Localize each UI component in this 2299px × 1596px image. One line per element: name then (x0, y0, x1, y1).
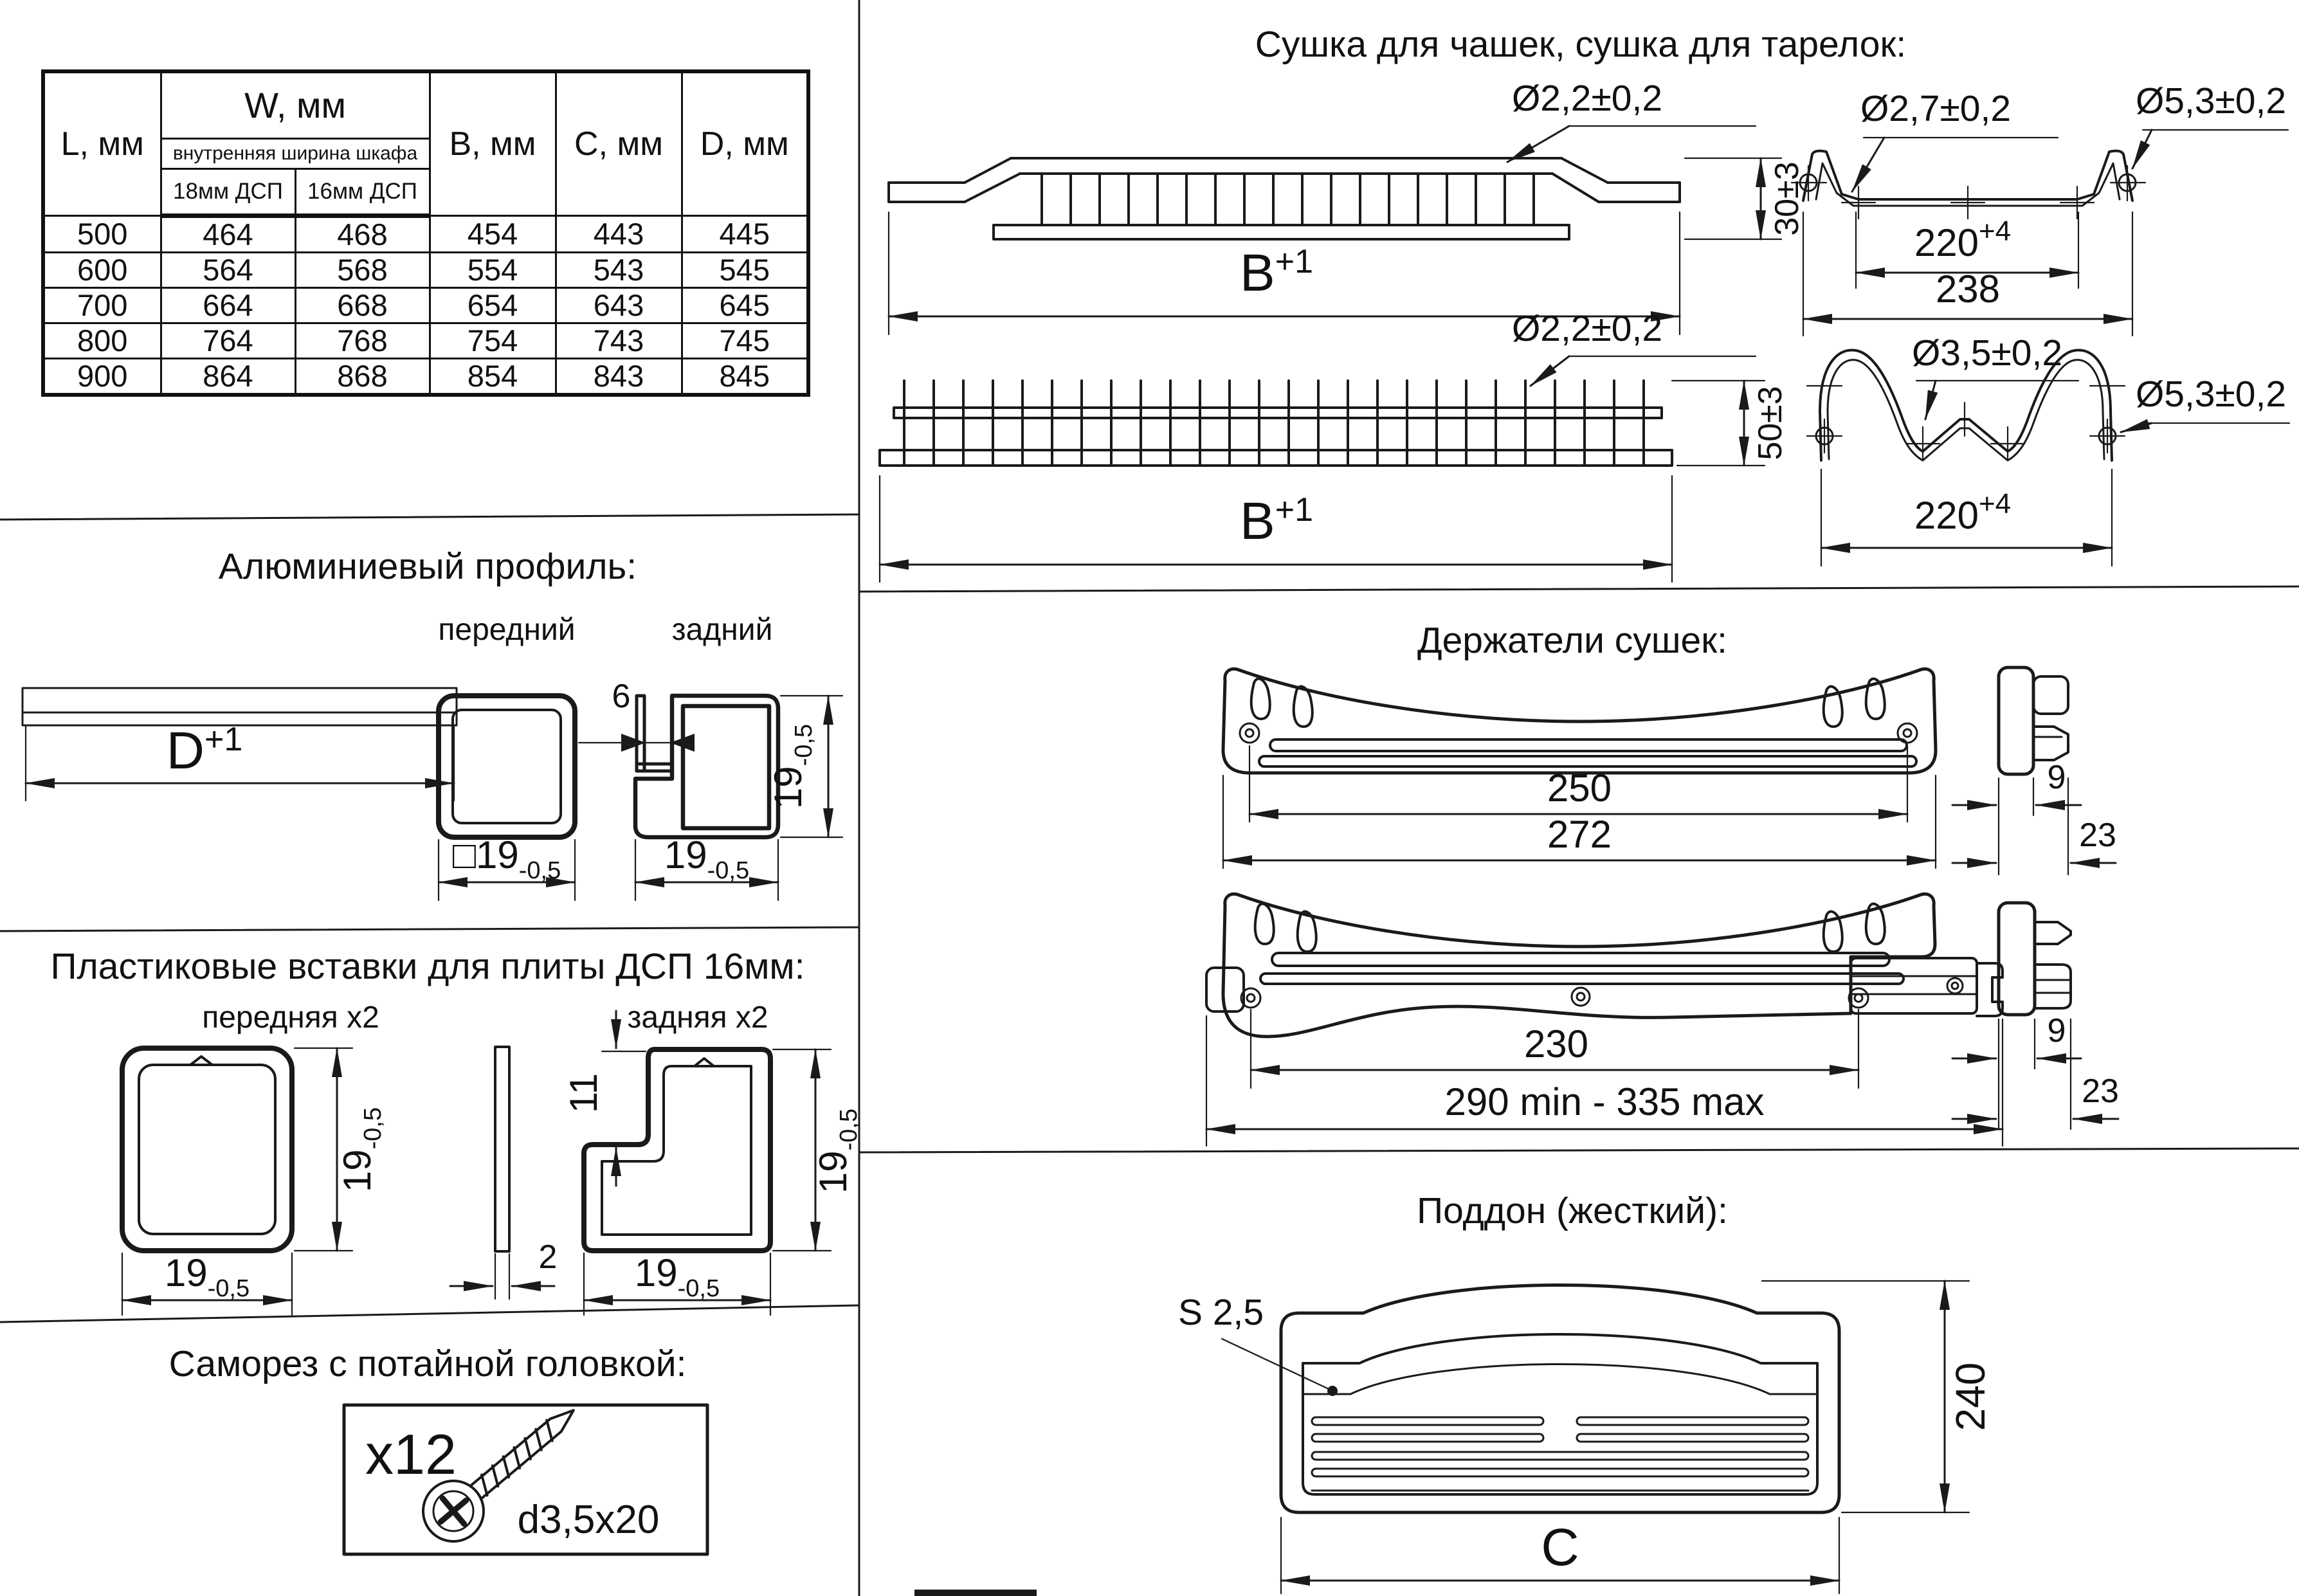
dia-2-2-label-top: Ø2,2±0,2 (1511, 78, 1663, 119)
dia-2-7-label: Ø2,7±0,2 (1860, 88, 2012, 129)
dim-6-label: 6 (612, 678, 631, 715)
table-cell: 754 (430, 323, 556, 359)
section-tray (1178, 1190, 1994, 1593)
table-cell: 464 (161, 216, 295, 253)
table-cell: 900 (43, 359, 161, 395)
profile-front-drawing (439, 696, 575, 900)
leader-dia22-top (1507, 126, 1569, 162)
section-title: Поддон (жесткий): (1417, 1190, 1728, 1231)
screw-size-label: d3,5x20 (517, 1498, 660, 1542)
dim-rear-width-label: $19_{-0,5}$ (664, 833, 750, 884)
leader-dia35 (1925, 381, 1936, 419)
screw-count-label: x12 (365, 1422, 457, 1486)
holder-adjustable-drawing (1206, 894, 2003, 1037)
dia-2-2-label-bottom: Ø2,2±0,2 (1511, 308, 1663, 349)
leader-dia53-top (2132, 130, 2152, 168)
table-cell: 768 (295, 323, 430, 359)
plate-dryer-drawing (880, 381, 1672, 466)
leader-dia53-bottom (2121, 423, 2152, 432)
table-cell: 864 (161, 359, 295, 395)
front-insert-label: передняя x2 (202, 1001, 379, 1035)
col-header-w18: 18мм ДСП (161, 169, 295, 216)
table-cell: 700 (43, 288, 161, 323)
dim-b-label-top: $B^{+1}$ (1240, 243, 1313, 302)
dim-240-label: 240 (1947, 1362, 1994, 1431)
dim-220-label-top: $220^{+4}$ (1914, 215, 2012, 264)
dim-range-label: 290 min - 335 max (1444, 1080, 1765, 1123)
dim-rear-height-label: $19_{-0,5}$ (767, 723, 817, 810)
insert-rear-drawing (562, 1011, 862, 1315)
dim-11-label: 11 (562, 1073, 605, 1114)
col-header-d: D, мм (682, 71, 808, 216)
cup-dryer-drawing (889, 158, 1680, 239)
table-cell: 654 (430, 288, 556, 323)
dim-b-label-bottom: $B^{+1}$ (1240, 491, 1313, 550)
tray-thickness-label: S 2,5 (1178, 1292, 1264, 1333)
table-cell: 443 (556, 216, 682, 253)
dim-50-label: 50±3 (1752, 386, 1789, 460)
left-divider-1 (0, 514, 859, 520)
table-cell: 745 (682, 323, 808, 359)
rear-profile-label: задний (671, 613, 773, 647)
col-header-w16: 16мм ДСП (295, 169, 430, 216)
dia-5-3-label-top: Ø5,3±0,2 (2135, 80, 2287, 122)
right-divider-2 (859, 1148, 2299, 1152)
profile-rear-drawing (579, 678, 842, 900)
table-cell: 543 (556, 253, 682, 288)
section-aluminium-profile (23, 546, 842, 900)
cup-dryer-end-profile (1792, 151, 2145, 219)
section-title: Саморез с потайной головкой: (168, 1343, 687, 1384)
table-cell: 645 (682, 288, 808, 323)
tray-drawing (1281, 1285, 1839, 1513)
dim-front-insert-height: $19_{-0,5}$ (336, 1107, 386, 1193)
section-title: Держатели сушек: (1417, 620, 1727, 661)
table-cell: 664 (161, 288, 295, 323)
insert-plate-drawing (450, 1047, 557, 1299)
dim-front-width-label: $□19_{-0,5}$ (452, 833, 561, 884)
col-header-l: L, мм (43, 71, 161, 216)
leader-dia22-bottom (1531, 356, 1569, 386)
dim-front-insert-width: $19_{-0,5}$ (164, 1251, 250, 1302)
section-title: Алюминиевый профиль: (218, 546, 637, 587)
dim-6-arrow-left (621, 734, 646, 752)
table-cell: 500 (43, 216, 161, 253)
table-cell: 743 (556, 323, 682, 359)
table-cell: 545 (682, 253, 808, 288)
section-title: Сушка для чашек, сушка для тарелок: (1255, 24, 1907, 65)
table-cell: 643 (556, 288, 682, 323)
table-cell: 868 (295, 359, 430, 395)
cup-dryer-rungs (1042, 174, 1534, 225)
dim-rear-insert-width: $19_{-0,5}$ (634, 1251, 720, 1302)
table-cell: 764 (161, 323, 295, 359)
section-screw (169, 1343, 707, 1554)
plate-dryer-pins (904, 381, 1644, 464)
profile-bar-drawing (23, 688, 457, 801)
table-cell: 800 (43, 323, 161, 359)
dim-plate-thickness: 2 (538, 1238, 558, 1276)
col-header-w-subtitle: внутренняя ширина шкафа (161, 139, 430, 169)
dim-d-label: $D^{+1}$ (166, 721, 243, 780)
holder-adjustable-side-view (1999, 903, 2071, 1015)
dim-272-label: 272 (1547, 813, 1612, 856)
table-cell: 445 (682, 216, 808, 253)
table-cell: 454 (430, 216, 556, 253)
dim-rear-insert-height: $19_{-0,5}$ (812, 1108, 862, 1194)
col-header-b: B, мм (430, 71, 556, 216)
page-edge-mark (914, 1590, 1037, 1596)
front-profile-label: передний (438, 613, 576, 647)
table-cell: 468 (295, 216, 430, 253)
dim-220-label-bottom: $220^{+4}$ (1914, 488, 2012, 537)
insert-front-drawing (122, 1048, 386, 1315)
dim-c-label: C (1541, 1518, 1579, 1577)
leader-dia27 (1852, 138, 1884, 192)
section-plastic-inserts (51, 946, 862, 1315)
table-cell: 845 (682, 359, 808, 395)
dia-3-5-label: Ø3,5±0,2 (1911, 332, 2063, 374)
table-cell: 554 (430, 253, 556, 288)
table-cell: 600 (43, 253, 161, 288)
left-divider-3 (0, 1305, 859, 1322)
dim-238-label: 238 (1935, 268, 2001, 311)
dim-30-label: 30±3 (1768, 161, 1806, 236)
dim-23-label-top: 23 (2079, 817, 2116, 854)
holder-fixed-drawing (1223, 669, 1936, 773)
right-divider-1 (859, 586, 2299, 592)
dim-23-label-bottom: 23 (2082, 1073, 2119, 1110)
section-holders (1206, 620, 2119, 1146)
left-divider-2 (0, 927, 859, 931)
dim-9-label-bottom: 9 (2047, 1012, 2066, 1049)
dim-250-label: 250 (1547, 766, 1612, 810)
dia-5-3-label-bottom: Ø5,3±0,2 (2135, 374, 2287, 415)
table-cell: 843 (556, 359, 682, 395)
col-header-c: C, мм (556, 71, 682, 216)
table-cell: 854 (430, 359, 556, 395)
dim-9-label-top: 9 (2047, 759, 2066, 796)
table-cell: 564 (161, 253, 295, 288)
rear-insert-label: задняя x2 (627, 1001, 768, 1035)
col-header-w: W, мм (161, 71, 430, 139)
table-cell: 568 (295, 253, 430, 288)
section-dryers (880, 24, 2289, 582)
section-title: Пластиковые вставки для плиты ДСП 16мм: (50, 946, 805, 987)
table-cell: 668 (295, 288, 430, 323)
dim-230-label: 230 (1523, 1022, 1589, 1066)
